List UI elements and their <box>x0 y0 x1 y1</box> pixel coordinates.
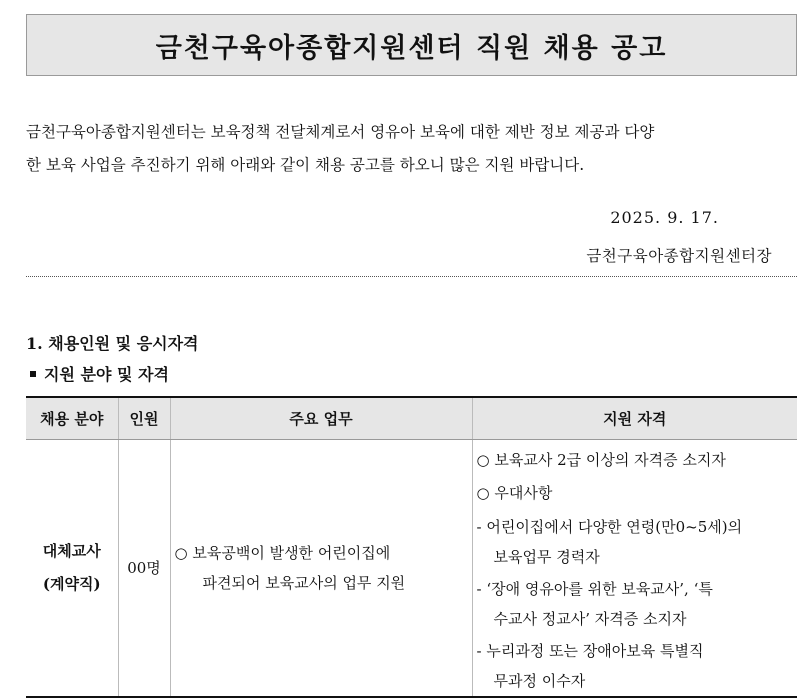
dotted-divider <box>26 276 797 277</box>
square-bullet-icon <box>30 371 36 377</box>
header-duty: 주요 업무 <box>170 397 472 439</box>
qual-sub-experience-line1: - 어린이집에서 다양한 연령(만0~5세)의 <box>476 517 743 536</box>
qual-item-license: ○ 보육교사 2급 이상의 자격증 소지자 <box>476 450 726 469</box>
cell-count: 00명 <box>118 439 170 697</box>
qual-sub-course-line2: 무과정 이수자 <box>493 671 586 690</box>
duty-line-2: 파견되어 보육교사의 업무 지원 <box>202 573 406 592</box>
subsection-title <box>30 362 169 385</box>
subsection-label: 지원 분야 및 자격 <box>44 365 169 384</box>
qual-sub-experience-line2: 보육업무 경력자 <box>493 547 600 566</box>
title-banner <box>26 14 797 76</box>
recruitment-table <box>26 396 797 698</box>
cell-field <box>26 439 118 697</box>
cell-qualification <box>472 439 797 697</box>
header-field: 채용 분야 <box>26 397 118 439</box>
page-title: 금천구육아종합지원센터 직원 채용 공고 <box>155 32 668 64</box>
qual-sub-certificate <box>477 574 794 634</box>
cell-duty <box>170 439 472 697</box>
intro-line-2: 한 보육 사업을 추진하기 위해 아래와 같이 채용 공고를 하오니 많은 지원 바랍니다. <box>26 156 585 174</box>
qual-item-preference: ○ 우대사항 <box>476 483 553 502</box>
duty-line-1: ○ 보육공백이 발생한 어린이집에 <box>174 543 391 562</box>
announcement-date: 2025. 9. 17. <box>610 208 719 227</box>
header-qualification: 지원 자격 <box>472 397 797 439</box>
intro-paragraph <box>26 116 797 182</box>
issuer-name: 금천구육아종합지원센터장 <box>586 247 772 265</box>
field-name: 대체교사 <box>42 541 101 560</box>
intro-line-1: 금천구육아종합지원센터는 보육정책 전달체계로서 영유아 보육에 대한 제반 정보 제공과 다양 <box>26 123 655 141</box>
table-row <box>26 439 797 697</box>
field-type: (계약직) <box>42 574 101 593</box>
qual-sub-certificate-line2: 수교사 정교사’ 자격증 소지자 <box>493 609 687 628</box>
header-count: 인원 <box>118 397 170 439</box>
section-title: 1. 채용인원 및 응시자격 <box>26 334 199 353</box>
qual-sub-course-line1: - 누리과정 또는 장애아보육 특별직 <box>476 641 704 660</box>
qual-sub-certificate-line1: - ‘장애 영유아를 위한 보육교사’, ‘특 <box>476 579 713 598</box>
qual-sub-experience <box>477 512 794 572</box>
table-header-row <box>26 397 797 439</box>
qual-sub-course <box>477 636 794 696</box>
